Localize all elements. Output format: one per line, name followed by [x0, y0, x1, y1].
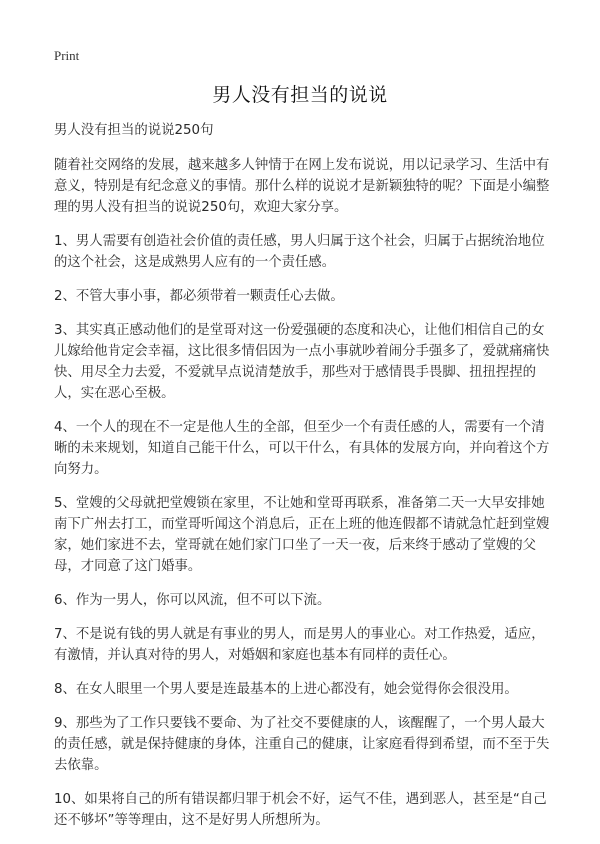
list-item: 5、堂嫂的父母就把堂嫂锁在家里，不让她和堂哥再联系，准备第二天一大早安排她南下广州去打工，而堂哥听闻这个消息后，正在上班的他连假都不请就急忙赶到堂嫂家，她们家进不去，堂哥就在她们家门口坐了一天一夜，后来终于感动了堂嫂的父母，才同意了这门婚事。 — [54, 496, 550, 574]
list-item: 1、男人需要有创造社会价值的责任感，男人归属于这个社会，归属于占据统治地位的这个社会，这是成熟男人应有的一个责任感。 — [54, 234, 545, 270]
article-body — [54, 120, 554, 844]
list-item: 10、如果将自己的所有错误都归罪于机会不好，运气不佳，遇到恶人，甚至是“自己还不够坏”等等理由，这不是好男人所想所为。 — [54, 792, 547, 828]
list-item: 2、不管大事小事，都必须带着一颗责任心去做。 — [54, 289, 344, 304]
list-item: 9、那些为了工作只要钱不要命、为了社交不要健康的人，该醒醒了，一个男人最大的责任感，就是保持健康的身体，注重自己的健康，让家庭看得到希望，而不至于失去依靠。 — [54, 716, 550, 773]
list-item: 4、一个人的现在不一定是他人生的全部，但至少一个有责任感的人，需要有一个清晰的未来规划，知道自己能干什么，可以干什么，有具体的发展方向，并向着这个方向努力。 — [54, 420, 550, 477]
print-label: Print — [54, 48, 80, 63]
list-item: 8、在女人眼里一个男人要是连最基本的上进心都没有，她会觉得你会很没用。 — [54, 682, 518, 697]
page-title: 男人没有担当的说说 — [212, 84, 388, 106]
list-item: 7、不是说有钱的男人就是有事业的男人，而是男人的事业心。对工作热爱，适应，有激情，并认真对待的男人，对婚姻和家庭也基本有同样的责任心。 — [54, 627, 545, 663]
list-item: 6、作为一男人，你可以风流，但不可以下流。 — [54, 593, 331, 608]
intro-paragraph: 随着社交网络的发展，越来越多人钟情于在网上发布说说，用以记录学习、生活中有意义，特别是有纪念意义的事情。那什么样的说说才是新颖独特的呢？下面是小编整理的男人没有担当的说说250句，欢迎大家分享。 — [54, 158, 550, 215]
list-item: 3、其实真正感动他们的是堂哥对这一份爱强硬的态度和决心，让他们相信自己的女儿嫁给他肯定会幸福，这比很多情侣因为一点小事就吵着闹分手强多了，爱就痛痛快快、用尽全力去爱，不爱就早点说清楚放手，那些对于感情畏手畏脚、扭扭捏捏的人，实在恶心至极。 — [54, 323, 550, 401]
article-subtitle: 男人没有担当的说说250句 — [54, 123, 214, 138]
